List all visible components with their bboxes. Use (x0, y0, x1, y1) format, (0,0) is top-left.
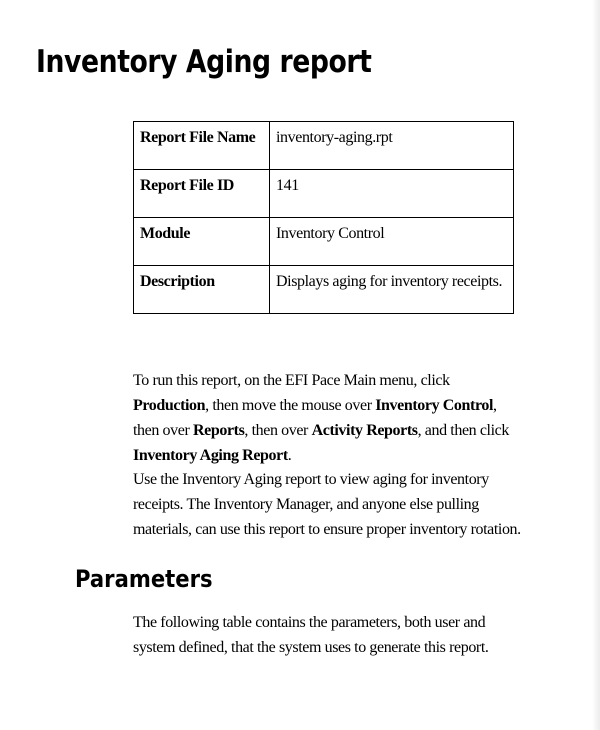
menu-activity-reports: Activity Reports (311, 422, 418, 439)
page-edge (592, 0, 600, 730)
table-row (134, 218, 514, 266)
menu-reports: Reports (192, 422, 245, 439)
report-file-name-label: Report File Name (134, 122, 270, 170)
report-file-id-value: 141 (270, 170, 514, 218)
table-row (134, 266, 514, 314)
run-text-4: , then over (244, 422, 312, 439)
description-value: Displays aging for inventory receipts. (270, 266, 514, 314)
module-value: Inventory Control (270, 218, 514, 266)
menu-inventory-control: Inventory Control (375, 397, 494, 414)
usage-paragraph: Use the Inventory Aging report to view aging for inventory receipts. The Inventory Manager, and anyone else pulling materials, can use this report to ensure proper inventory rotation. (133, 471, 521, 538)
report-info-table (133, 121, 514, 314)
run-text-1: To run this report, on the EFI Pace Main menu, click (133, 372, 450, 389)
run-instructions-paragraph (133, 368, 523, 468)
run-text-6: . (287, 447, 292, 464)
description-label: Description (134, 266, 270, 314)
run-text-3: , then over (133, 397, 497, 439)
table-row (134, 122, 514, 170)
page-title: Inventory Aging report (36, 44, 372, 80)
module-label: Module (134, 218, 270, 266)
run-text-5: , and then click (417, 422, 509, 439)
table-row (134, 170, 514, 218)
menu-production: Production (133, 397, 206, 414)
parameters-heading: Parameters (75, 565, 213, 593)
report-file-name-value: inventory-aging.rpt (270, 122, 514, 170)
run-text-2: , then move the mouse over (205, 397, 376, 414)
menu-inventory-aging-report: Inventory Aging Report (133, 447, 288, 464)
parameters-paragraph: The following table contains the parameters, both user and system defined, that the system uses to generate this report. (133, 614, 489, 656)
report-file-id-label: Report File ID (134, 170, 270, 218)
